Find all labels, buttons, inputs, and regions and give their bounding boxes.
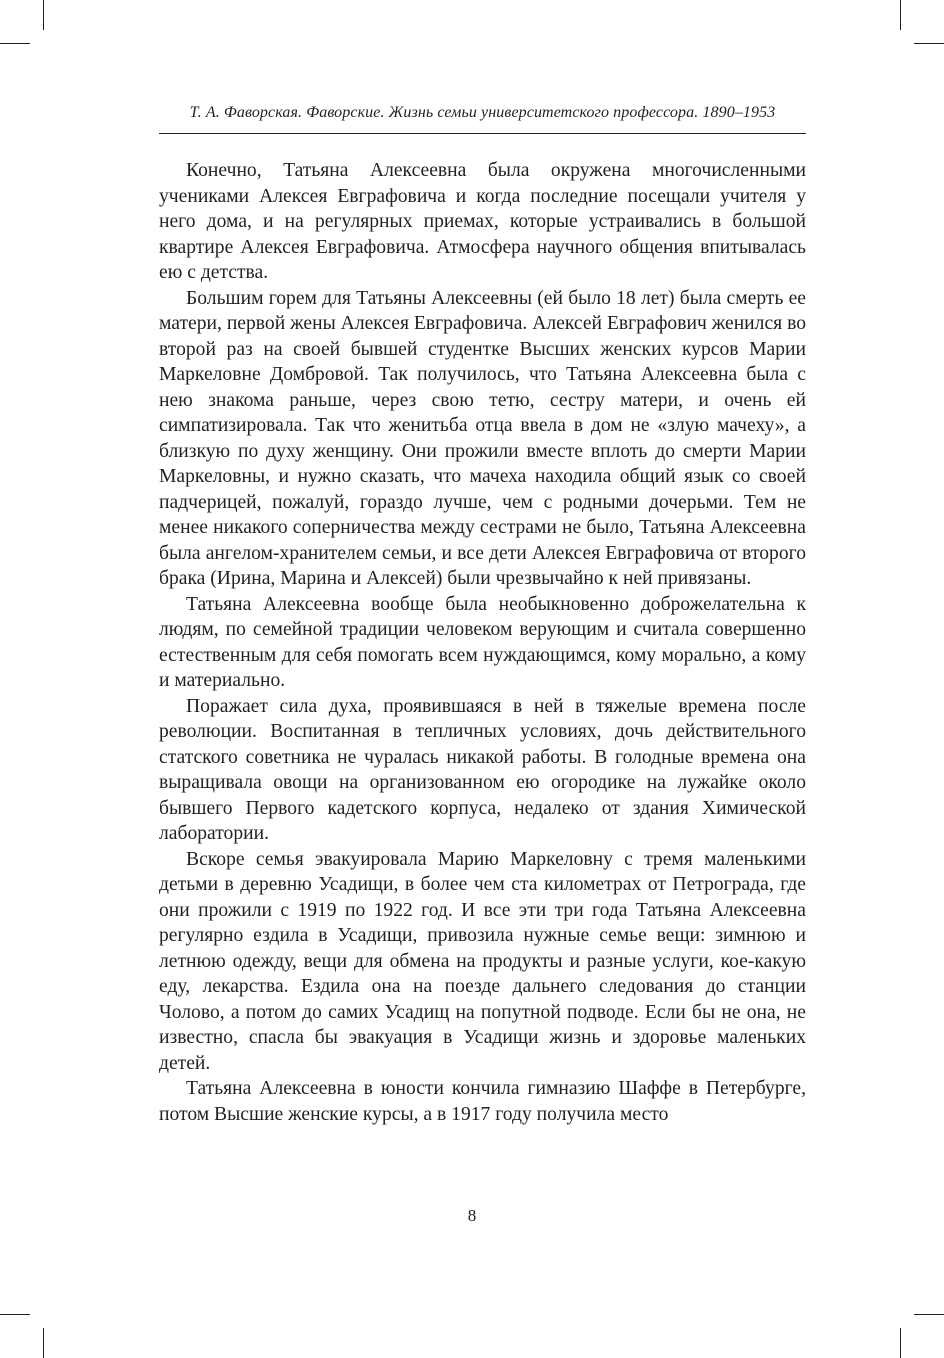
page-number: 8 — [467, 1206, 477, 1225]
crop-mark-top-right-horizontal — [914, 43, 944, 44]
crop-mark-top-left-vertical — [43, 0, 44, 30]
paragraph: Конечно, Татьяна Алексеевна была окружена многочисленными учениками Алексея Евграфовича и когда последние посещали учителя у него дома, и на регулярных приемах, которые устраивались в большой квартире Алексея Евграфовича. Атмосфера научного общения впитывалась ею с детства. — [159, 160, 806, 283]
header-rule — [159, 133, 806, 134]
paragraph: Вскоре семья эвакуировала Марию Маркеловну с тремя маленькими детьми в деревню Усадищи, в более чем ста километрах от Петрограда, где они прожили с 1919 по 1922 год. И все эти три года Татьяна Алексеевна регулярно ездила в Усадищи, привозила нужные семье вещи: зимнюю и летнюю одежду, вещи для обмена на продукты и разные услуги, кое-какую еду, лекарства. Ездила она на поезде дальнего следования до станции Чолово, а потом до самих Усадищ на попутной подводе. Если бы не она, не известно, спасла бы эвакуация в Усадищи жизнь и здоровье маленьких детей. — [159, 848, 806, 1074]
crop-mark-top-right-vertical — [900, 0, 901, 30]
crop-mark-top-left-horizontal — [0, 43, 30, 44]
crop-mark-bottom-right-vertical — [900, 1328, 901, 1358]
crop-mark-bottom-right-horizontal — [914, 1314, 944, 1315]
body-text — [159, 158, 806, 1127]
paragraph: Татьяна Алексеевна в юности кончила гимназию Шаффе в Петербурге, потом Высшие женские курсы, а в 1917 году получила место — [159, 1078, 806, 1125]
paragraph: Татьяна Алексеевна вообще была необыкновенно доброжелательна к людям, по семейной традиции человеком верующим и считала совершенно естественным для себя помогать всем нуждающимся, кому морально, а кому и материально. — [159, 593, 806, 691]
running-header: Т. А. Фаворская. Фаворские. Жизнь семьи университетского профессора. 1890–1953 — [189, 104, 776, 121]
paragraph: Поражает сила духа, проявившаяся в ней в тяжелые времена после революции. Воспитанная в тепличных условиях, дочь действительного статского советника не чуралась никакой работы. В голодные времена она выращивала овощи на организованном ею огородике на лужайке около бывшего Первого кадетского корпуса, недалеко от здания Химической лаборатории. — [159, 695, 806, 844]
paragraph: Большим горем для Татьяны Алексеевны (ей было 18 лет) была смерть ее матери, первой жены Алексея Евграфовича. Алексей Евграфович женился во второй раз на своей бывшей студентке Высших женских курсов Марии Маркеловне Домбровой. Так получилось, что Татьяна Алексеевна была с нею знакома раньше, через свою тетю, сестру матери, и очень ей симпатизировала. Так что женитьба отца ввела в дом не «злую мачеху», а близкую по духу женщину. Они прожили вместе вплоть до смерти Марии Маркеловны, и нужно сказать, что мачеха находила общий язык со своей падчерицей, пожалуй, гораздо лучше, чем с родными дочерьми. Тем не менее никакого соперничества между сестрами не было, Татьяна Алексеевна была ангелом-хранителем семьи, и все дети Алексея Евграфовича от второго брака (Ирина, Марина и Алексей) были чрезвычайно к ней привязаны. — [159, 287, 806, 589]
crop-mark-bottom-left-vertical — [43, 1328, 44, 1358]
crop-mark-bottom-left-horizontal — [0, 1314, 30, 1315]
